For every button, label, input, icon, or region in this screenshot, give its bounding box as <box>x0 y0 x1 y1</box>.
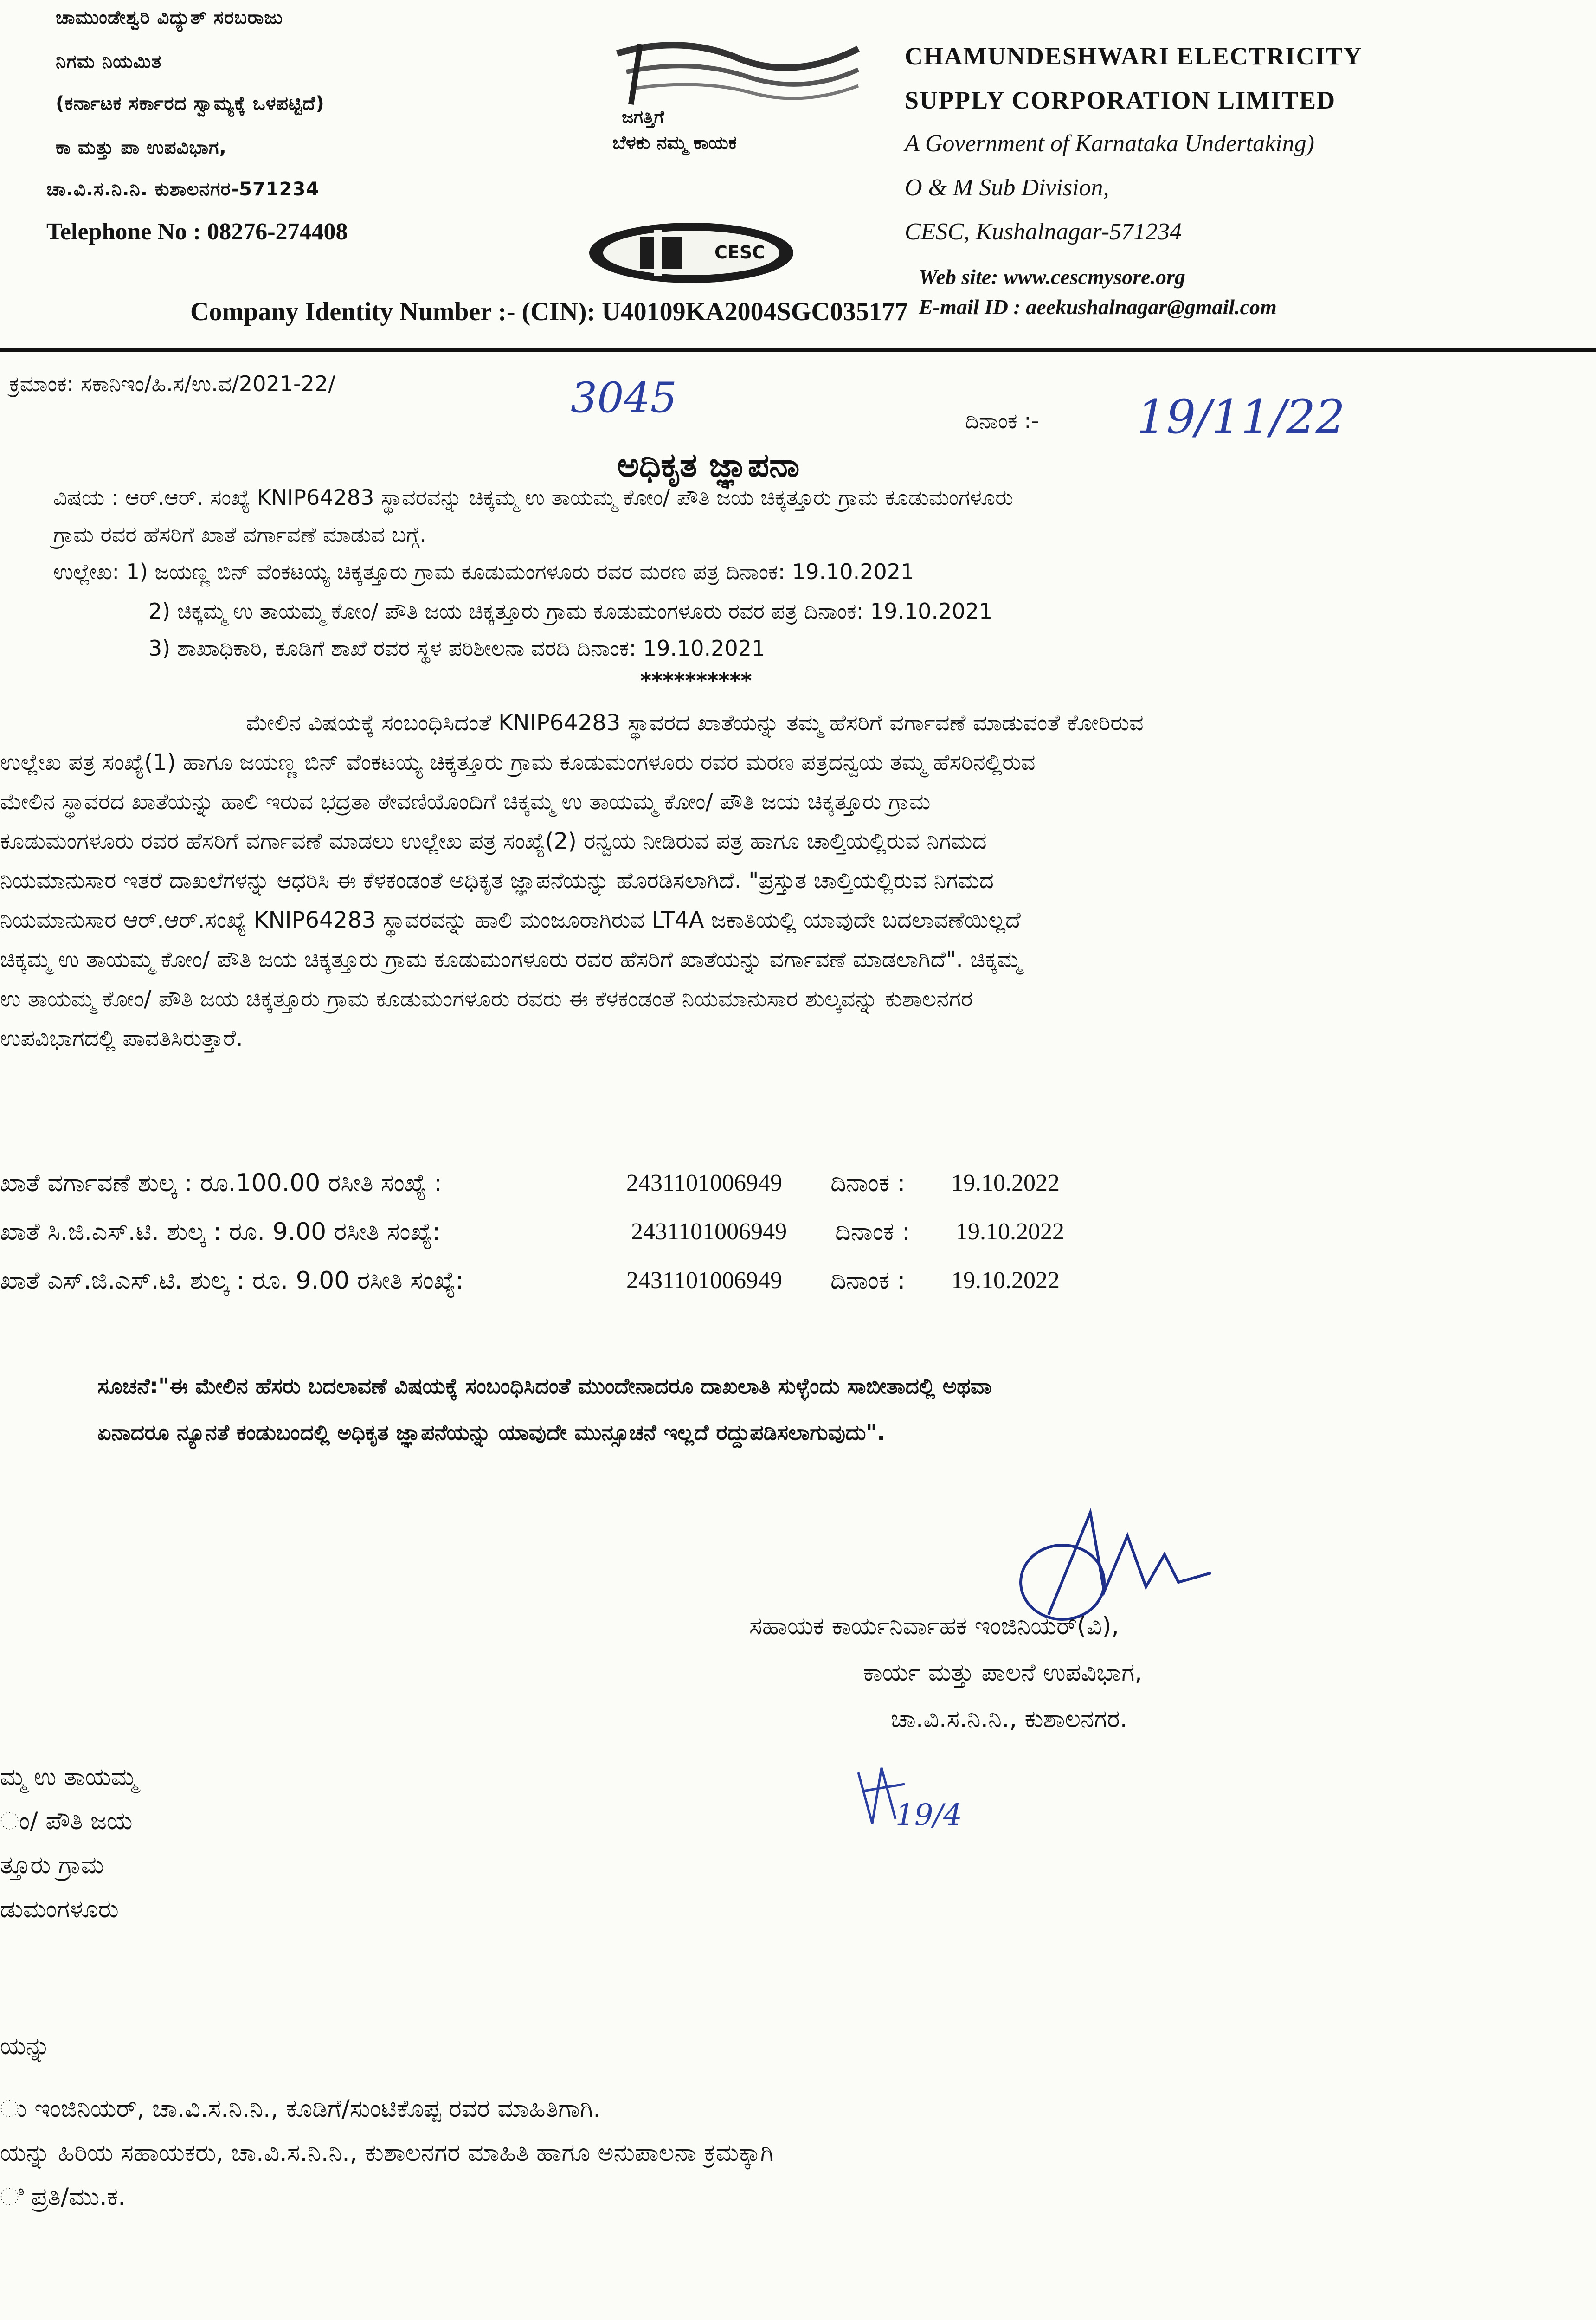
logo-text-bottom: ಬೆಳಕು ನಮ್ಮ ಕಾಯಕ <box>612 132 737 154</box>
fee-receipt: 2431101006949 <box>626 1267 783 1294</box>
recipient-line: ಡುಮಂಗಳೂರು <box>0 1895 119 1923</box>
copy-line: ಯನ್ನು <box>0 2032 51 2060</box>
fee-date-label: ದಿನಾಂಕ : <box>835 1218 910 1246</box>
body-line: ನಿಯಮಾನುಸಾರ ಇತರೆ ದಾಖಲೆಗಳನ್ನು ಆಧರಿಸಿ ಈ ಕೆಳಕಂಡಂತೆ ಅಧಿಕೃತ ಜ್ಞಾಪನೆಯನ್ನು ಹೊರಡಿಸಲಾಗಿದೆ. "ಪ್ರಸ್ತುತ ಚಾಲ್ತಿಯಲ್ಲಿರುವ ನಿಗಮದ <box>0 868 994 894</box>
header-left-line-1: ಚಾಮುಂಡೇಶ್ವರಿ ವಿದ್ಯುತ್ ಸರಬರಾಜು <box>56 7 283 28</box>
fee-label: ಖಾತೆ ಸಿ.ಜಿ.ಎಸ್.ಟಿ. ಶುಲ್ಕ : ರೂ. 9.00 ರಸೀತಿ ಸಂಖ್ಯೆ: <box>0 1218 441 1246</box>
header-divider <box>0 348 1596 352</box>
body-line: ಮೇಲಿನ ಸ್ಥಾವರದ ಖಾತೆಯನ್ನು ಹಾಲಿ ಇರುವ ಭದ್ರತಾ ಠೇವಣಿಯೊಂದಿಗೆ ಚಿಕ್ಕಮ್ಮ ಉ ತಾಯಮ್ಮ ಕೋಂ/ ಪೌತಿ ಜಯ ಚಿಕ್ಕತ್ತೂರು ಗ್ರಾಮ <box>0 789 931 815</box>
telephone: Telephone No : 08276-274408 <box>46 219 348 245</box>
header-left-line-3: (ಕರ್ನಾಟಕ ಸರ್ಕಾರದ ಸ್ವಾಮ್ಯಕ್ಕೆ ಒಳಪಟ್ಟಿದೆ) <box>56 93 325 114</box>
notice-line-1: ಸೂಚನೆ:"ಈ ಮೇಲಿನ ಹೆಸರು ಬದಲಾವಣೆ ವಿಷಯಕ್ಕೆ ಸಂಬಂಧಿಸಿದಂತೆ ಮುಂದೇನಾದರೂ ದಾಖಲಾತಿ ಸುಳ್ಳೆಂದು ಸಾಬೀತಾದಲ್ಲಿ ಅಥವಾ <box>97 1373 992 1398</box>
header-left-line-4: ಕಾ ಮತ್ತು ಪಾ ಉಪವಿಭಾಗ, <box>56 137 227 158</box>
subject-line-2: ಗ್ರಾಮ ರವರ ಹೆಸರಿಗೆ ಖಾತೆ ವರ್ಗಾವಣೆ ಮಾಡುವ ಬಗ್ಗೆ. <box>53 522 426 547</box>
reference-item-1: ಉಲ್ಲೇಖ: 1) ಜಯಣ್ಣ ಬಿನ್ ವೆಂಕಟಯ್ಯ ಚಿಕ್ಕತ್ತೂರು ಗ್ರಾಮ ಕೂಡುಮಂಗಳೂರು ರವರ ಮರಣ ಪತ್ರ ದಿನಾಂಕ: 19.10.2021 <box>53 559 914 584</box>
reference-number-label: ಕ್ರಮಾಂಕ: ಸಕಾನಿಇಂ/ಹಿ.ಸ/ಉ.ವ/2021-22/ <box>9 371 335 396</box>
recipient-line: ತ್ತೂರು ಗ್ರಾಮ <box>0 1851 104 1879</box>
recipient-line: ಮ್ಮ ಉ ತಾಯಮ್ಮ <box>0 1763 137 1791</box>
date-label: ದಿನಾಂಕ :- <box>965 408 1039 433</box>
signatory-line-3: ಚಾ.ವಿ.ಸ.ನಿ.ನಿ., ಕುಶಾಲನಗರ. <box>891 1705 1128 1733</box>
emblem-icon <box>585 218 798 288</box>
company-subdivision: O & M Sub Division, <box>905 174 1109 201</box>
reference-item-3: 3) ಶಾಖಾಧಿಕಾರಿ, ಕೂಡಿಗೆ ಶಾಖೆ ರವರ ಸ್ಥಳ ಪರಿಶೀಲನಾ ವರದಿ ದಿನಾಂಕ: 19.10.2021 <box>148 636 766 661</box>
fee-date-label: ದಿನಾಂಕ : <box>830 1267 906 1295</box>
emblem-text: CESC <box>714 242 766 263</box>
fee-date: 19.10.2022 <box>951 1267 1060 1294</box>
reference-number-handwritten: 3045 <box>571 374 677 422</box>
company-address: CESC, Kushalnagar-571234 <box>905 219 1182 245</box>
notice-line-2: ಏನಾದರೂ ನ್ಯೂನತೆ ಕಂಡುಬಂದಲ್ಲಿ ಅಧಿಕೃತ ಜ್ಞಾಪನೆಯನ್ನು ಯಾವುದೇ ಮುನ್ಸೂಚನೆ ಇಲ್ಲದೆ ರದ್ದುಪಡಿಸಲಾಗುವುದು". <box>97 1420 885 1445</box>
signatory-line-2: ಕಾರ್ಯ ಮತ್ತು ಪಾಲನೆ ಉಪವಿಭಾಗ, <box>863 1659 1142 1687</box>
body-line: ಕೂಡುಮಂಗಳೂರು ರವರ ಹೆಸರಿಗೆ ವರ್ಗಾವಣೆ ಮಾಡಲು ಉಲ್ಲೇಖ ಪತ್ರ ಸಂಖ್ಯೆ(2) ರನ್ವಯ ನೀಡಿರುವ ಪತ್ರ ಹಾಗೂ ಚಾಲ್ತಿಯಲ್ಲಿರುವ ನಿಗಮದ <box>0 828 987 854</box>
fee-receipt: 2431101006949 <box>626 1170 783 1196</box>
copy-line: ಯನ್ನು ಹಿರಿಯ ಸಹಾಯಕರು, ಚಾ.ವಿ.ಸ.ನಿ.ನಿ., ಕುಶಾಲನಗರ ಮಾಹಿತಿ ಹಾಗೂ ಅನುಪಾಲನಾ ಕ್ರಮಕ್ಕಾಗಿ <box>0 2139 774 2167</box>
date-handwritten: 19/11/22 <box>1137 390 1345 444</box>
recipient-line: ಂ/ ಪೌತಿ ಜಯ <box>0 1807 133 1835</box>
company-name-line-1: CHAMUNDESHWARI ELECTRICITY <box>905 42 1363 70</box>
copy-line: ು ಇಂಜಿನಿಯರ್, ಚಾ.ವಿ.ಸ.ನಿ.ನಿ., ಕೂಡಿಗೆ/ಸುಂಟಿಕೊಪ್ಪ ರವರ ಮಾಹಿತಿಗಾಗಿ. <box>0 2095 601 2123</box>
company-govt-line: A Government of Karnataka Undertaking) <box>905 130 1314 157</box>
signature-icon <box>1011 1499 1216 1629</box>
body-line: ಮೇಲಿನ ವಿಷಯಕ್ಕೆ ಸಂಬಂಧಿಸಿದಂತೆ KNIP64283 ಸ್ಥಾವರದ ಖಾತೆಯನ್ನು ತಮ್ಮ ಹೆಸರಿಗೆ ವರ್ಗಾವಣೆ ಮಾಡುವಂತೆ ಕೋರಿರುವ <box>246 710 1144 736</box>
header-left-line-2: ನಿಗಮ ನಿಯಮಿತ <box>56 51 162 72</box>
header-left-line-5: ಚಾ.ವಿ.ಸ.ನಿ.ನಿ. ಕುಶಾಲನಗರ-571234 <box>46 179 320 200</box>
initials-date: 19/4 <box>895 1798 962 1832</box>
copy-line: ಿ ಪ್ರತಿ/ಮು.ಕ. <box>0 2183 126 2211</box>
body-line: ಉಲ್ಲೇಖ ಪತ್ರ ಸಂಖ್ಯೆ(1) ಹಾಗೂ ಜಯಣ್ಣ ಬಿನ್ ವೆಂಕಟಯ್ಯ ಚಿಕ್ಕತ್ತೂರು ಗ್ರಾಮ ಕೂಡುಮಂಗಳೂರು ರವರ ಮರಣ ಪತ್ರದನ್ವಯ ತಮ್ಮ ಹೆಸರಿನಲ್ಲಿರುವ <box>0 749 1036 775</box>
signatory-line-1: ಸಹಾಯಕ ಕಾರ್ಯನಿರ್ವಾಹಕ ಇಂಜಿನಿಯರ್(ವಿ), <box>749 1612 1119 1640</box>
body-line: ಉಪವಿಭಾಗದಲ್ಲಿ ಪಾವತಿಸಿರುತ್ತಾರೆ. <box>0 1025 243 1051</box>
fee-label: ಖಾತೆ ಎಸ್.ಜಿ.ಎಸ್.ಟಿ. ಶುಲ್ಕ : ರೂ. 9.00 ರಸೀತಿ ಸಂಖ್ಯೆ: <box>0 1267 464 1295</box>
logo-text-top: ಜಗತ್ತಿಗೆ <box>622 107 664 127</box>
reference-item-2: 2) ಚಿಕ್ಕಮ್ಮ ಉ ತಾಯಮ್ಮ ಕೋಂ/ ಪೌತಿ ಜಯ ಚಿಕ್ಕತ್ತೂರು ಗ್ರಾಮ ಕೂಡುಮಂಗಳೂರು ರವರ ಪತ್ರ ದಿನಾಂಕ: 19.10.2021 <box>148 599 993 624</box>
fee-label: ಖಾತೆ ವರ್ಗಾವಣೆ ಶುಲ್ಕ : ರೂ.100.00 ರಸೀತಿ ಸಂಖ್ಯೆ : <box>0 1169 442 1197</box>
body-line: ಚಿಕ್ಕಮ್ಮ ಉ ತಾಯಮ್ಮ ಕೋಂ/ ಪೌತಿ ಜಯ ಚಿಕ್ಕತ್ತೂರು ಗ್ರಾಮ ಕೂಡುಮಂಗಳೂರು ರವರ ಹೆಸರಿಗೆ ಖಾತೆಯನ್ನು ವರ್ಗಾವಣೆ ಮಾಡಲಾಗಿದೆ". ಚಿಕ್ಕಮ್ಮ <box>0 947 1022 973</box>
fee-date: 19.10.2022 <box>956 1218 1064 1245</box>
document-title: ಅಧಿಕೃತ ಜ್ಞಾಪನಾ <box>617 445 800 484</box>
signature <box>1011 1499 1216 1629</box>
fee-date: 19.10.2022 <box>951 1170 1060 1196</box>
company-name-line-2: SUPPLY CORPORATION LIMITED <box>905 86 1336 114</box>
separator-stars: ********** <box>640 668 752 693</box>
fee-date-label: ದಿನಾಂಕ : <box>830 1169 906 1197</box>
cesc-emblem <box>585 218 798 288</box>
company-cin: Company Identity Number :- (CIN): U40109KA2004SGC035177 <box>190 297 908 326</box>
cesc-logo <box>598 26 877 165</box>
body-line: ಉ ತಾಯಮ್ಮ ಕೋಂ/ ಪೌತಿ ಜಯ ಚಿಕ್ಕತ್ತೂರು ಗ್ರಾಮ ಕೂಡುಮಂಗಳೂರು ರವರು ಈ ಕೆಳಕಂಡಂತೆ ನಿಯಮಾನುಸಾರ ಶುಲ್ಕವನ್ನು ಕುಶಾಲನಗರ <box>0 986 973 1012</box>
email: E-mail ID : aeekushalnagar@gmail.com <box>919 295 1277 319</box>
fee-receipt: 2431101006949 <box>631 1218 787 1245</box>
body-line: ನಿಯಮಾನುಸಾರ ಆರ್.ಆರ್.ಸಂಖ್ಯೆ KNIP64283 ಸ್ಥಾವರವನ್ನು ಹಾಲಿ ಮಂಜೂರಾಗಿರುವ LT4A ಜಕಾತಿಯಲ್ಲಿ ಯಾವುದೇ ಬದಲಾವಣೆಯಿಲ್ಲದೆ <box>0 907 1021 933</box>
subject-line-1: ವಿಷಯ : ಆರ್.ಆರ್. ಸಂಖ್ಯೆ KNIP64283 ಸ್ಥಾವರವನ್ನು ಚಿಕ್ಕಮ್ಮ ಉ ತಾಯಮ್ಮ ಕೋಂ/ ಪೌತಿ ಜಯ ಚಿಕ್ಕತ್ತೂರು ಗ್ರಾಮ ಕೂಡುಮಂಗಳೂರು <box>53 485 1014 510</box>
website: Web site: www.cescmysore.org <box>919 265 1185 289</box>
